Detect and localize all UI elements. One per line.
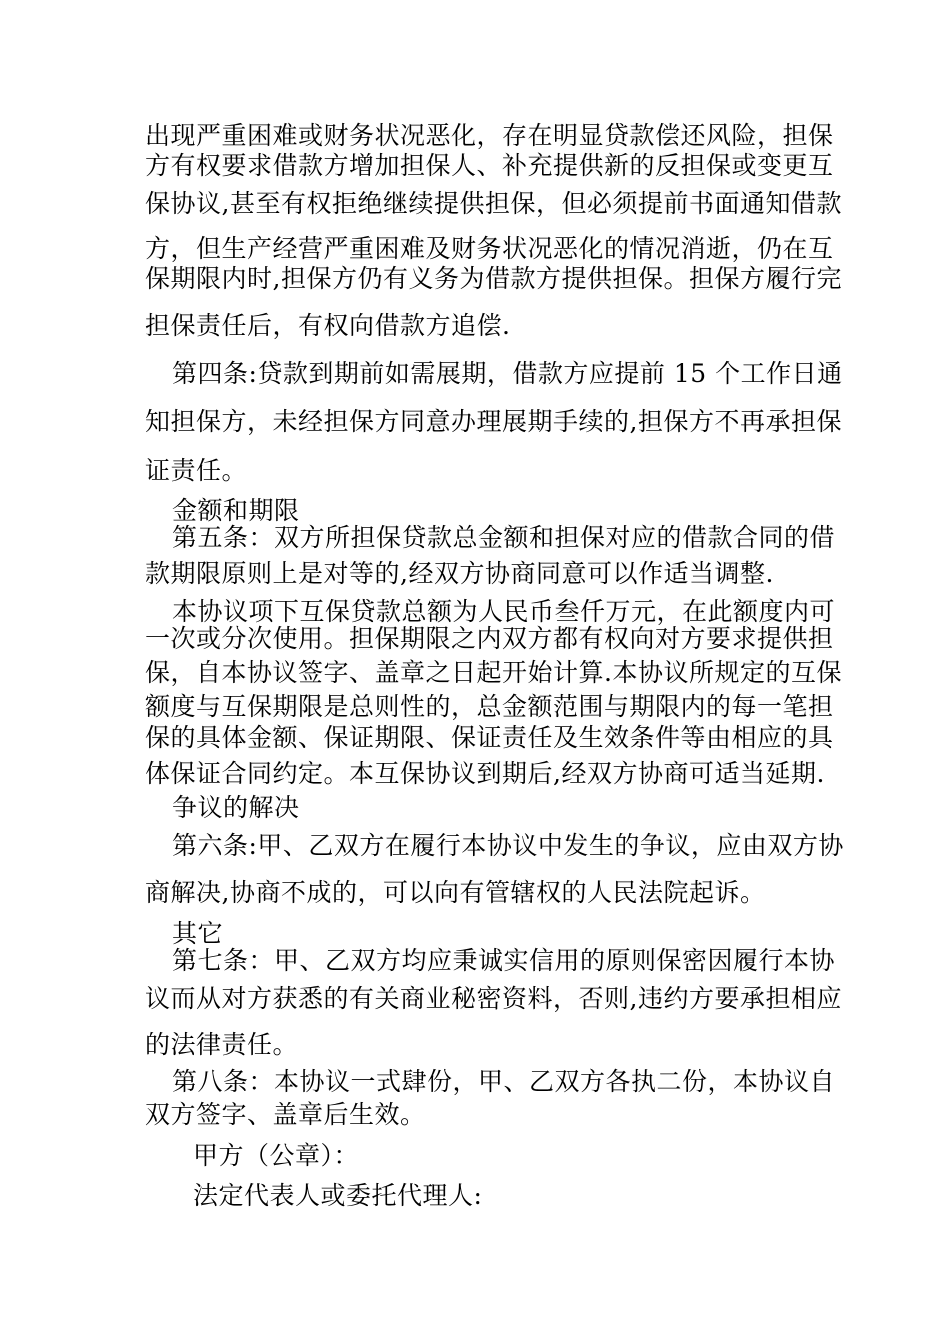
paragraph-line: 款期限原则上是对等的,经双方协商同意可以作适当调整. — [145, 559, 774, 588]
section-heading-dispute: 争议的解决 — [172, 793, 300, 822]
paragraph-line: 体保证合同约定。本互保协议到期后,经双方协商可适当延期. — [145, 759, 825, 788]
paragraph-line: 证责任。 — [145, 456, 248, 485]
paragraph-line: 保，自本协议签字、盖章之日起开始计算.本协议所规定的互保 — [145, 658, 842, 687]
article-7-line: 第七条：甲、乙双方均应秉诚实信用的原则保密因履行本协 — [172, 946, 836, 975]
paragraph-line: 出现严重困难或财务状况恶化，存在明显贷款偿还风险，担保 — [145, 121, 834, 150]
paragraph-line: 保协议,甚至有权拒绝继续提供担保，但必须提前书面通知借款 — [145, 189, 842, 218]
legal-representative-label: 法定代表人或委托代理人: — [193, 1181, 483, 1210]
paragraph-line: 的法律责任。 — [145, 1030, 299, 1059]
paragraph-line: 额度与互保期限是总则性的，总金额范围与期限内的每一笔担 — [145, 692, 834, 721]
paragraph-line: 保的具体金额、保证期限、保证责任及生效条件等由相应的具 — [145, 723, 834, 752]
paragraph-line: 方，但生产经营严重困难及财务状况恶化的情况消逝，仍在互 — [145, 234, 834, 263]
paragraph-line: 双方签字、盖章后生效。 — [145, 1100, 426, 1129]
article-6-line: 第六条:甲、乙双方在履行本协议中发生的争议，应由双方协 — [172, 831, 844, 860]
section-heading-other: 其它 — [172, 919, 224, 948]
paragraph-line: 知担保方，未经担保方同意办理展期手续的,担保方不再承担保 — [145, 407, 842, 436]
paragraph-line: 保期限内时,担保方仍有义务为借款方提供担保。担保方履行完 — [145, 264, 842, 293]
article-5-line: 第五条：双方所担保贷款总金额和担保对应的借款合同的借 — [172, 523, 836, 552]
article-8-line: 第八条：本协议一式肆份，甲、乙双方各执二份，本协议自 — [172, 1067, 836, 1096]
article-4-line: 第四条:贷款到期前如需展期，借款方应提前 15 个工作日通 — [172, 359, 843, 388]
paragraph-line: 方有权要求借款方增加担保人、补充提供新的反担保或变更互 — [145, 151, 834, 180]
paragraph-line: 担保责任后，有权向借款方追偿. — [145, 311, 511, 340]
paragraph-line: 本协议项下互保贷款总额为人民币叁仟万元，在此额度内可 — [172, 597, 836, 626]
paragraph-line: 一次或分次使用。担保期限之内双方都有权向对方要求提供担 — [145, 624, 834, 653]
section-heading-amount-term: 金额和期限 — [172, 496, 300, 525]
party-a-seal-label: 甲方（公章）： — [193, 1141, 360, 1170]
paragraph-line: 议而从对方获悉的有关商业秘密资料，否则,违约方要承担相应 — [145, 984, 842, 1013]
paragraph-line: 商解决,协商不成的，可以向有管辖权的人民法院起诉。 — [145, 878, 766, 907]
